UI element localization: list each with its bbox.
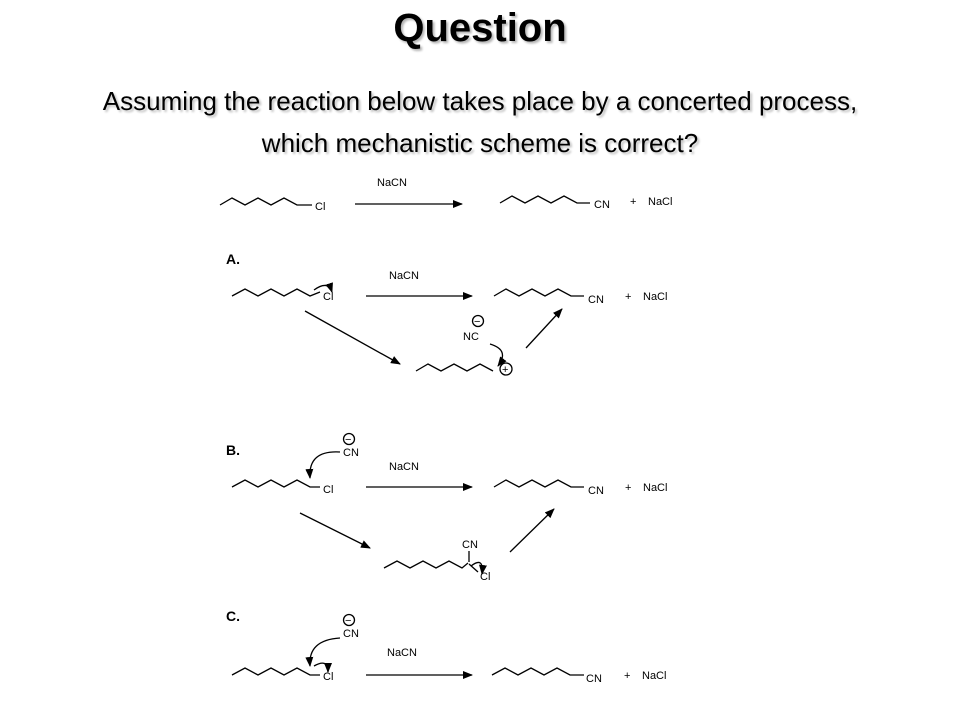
c-reactant-chain (232, 668, 320, 675)
b-reactant-chain (232, 480, 320, 487)
a-arrow-to-product (526, 309, 562, 348)
a-anion-charge: − (474, 316, 481, 328)
slide-title: Question (393, 6, 567, 50)
b-intermediate-cl-bond (469, 564, 478, 572)
a-nacl-label: NaCl (643, 291, 668, 303)
overall-cl-label: Cl (315, 201, 326, 213)
b-nacl-label: NaCl (643, 482, 668, 494)
c-curved-arrow-attack (310, 638, 340, 666)
overall-reagent-label: NaCN (377, 177, 407, 189)
b-arrow-to-intermediate (300, 513, 370, 548)
a-cn-label: CN (588, 294, 604, 306)
overall-nacl-label: NaCl (648, 196, 673, 208)
a-reactant-chain (232, 289, 320, 296)
c-nacl-label: NaCl (642, 670, 667, 682)
overall-cn-label: CN (594, 199, 610, 211)
b-intermediate-chain (384, 561, 468, 568)
c-nucleophile-cn-label: CN (343, 628, 359, 640)
question-text-line-2: which mechanistic scheme is correct? (261, 128, 699, 158)
option-a-label: A. (226, 251, 240, 267)
c-product-chain (492, 668, 584, 675)
a-cl-label: Cl (323, 291, 334, 303)
b-reagent-label: NaCN (389, 461, 419, 473)
a-product-chain (494, 289, 584, 296)
product-chain (500, 196, 590, 203)
a-plus-label: + (625, 291, 632, 303)
c-cn-label: CN (586, 673, 602, 685)
b-anion-charge: − (345, 434, 352, 446)
a-carbocation-chain (416, 364, 493, 371)
c-cl-label: Cl (323, 671, 334, 683)
b-intermediate-cl-label: Cl (480, 571, 491, 583)
a-cation-charge: + (502, 364, 509, 376)
question-text-line-1: Assuming the reaction below takes place by a concerted process, (102, 86, 858, 116)
a-nc-label: NC (463, 331, 479, 343)
b-plus-label: + (625, 482, 632, 494)
a-curved-arrow-nucleophile (490, 344, 503, 366)
option-b-label: B. (226, 442, 240, 458)
a-arrow-to-intermediate (305, 311, 400, 364)
c-anion-charge: − (345, 615, 352, 627)
a-reagent-label: NaCN (389, 270, 419, 282)
b-intermediate-cn-label: CN (462, 539, 478, 551)
overall-plus-label: + (630, 196, 637, 208)
b-cn-label: CN (588, 485, 604, 497)
b-curved-arrow-attack (310, 452, 340, 478)
c-reagent-label: NaCN (387, 647, 417, 659)
b-cl-label: Cl (323, 484, 334, 496)
b-arrow-to-product (510, 509, 554, 552)
b-nucleophile-cn-label: CN (343, 447, 359, 459)
b-product-chain (494, 480, 584, 487)
reactant-chain (220, 198, 312, 205)
c-plus-label: + (624, 670, 631, 682)
option-c-label: C. (226, 608, 240, 624)
